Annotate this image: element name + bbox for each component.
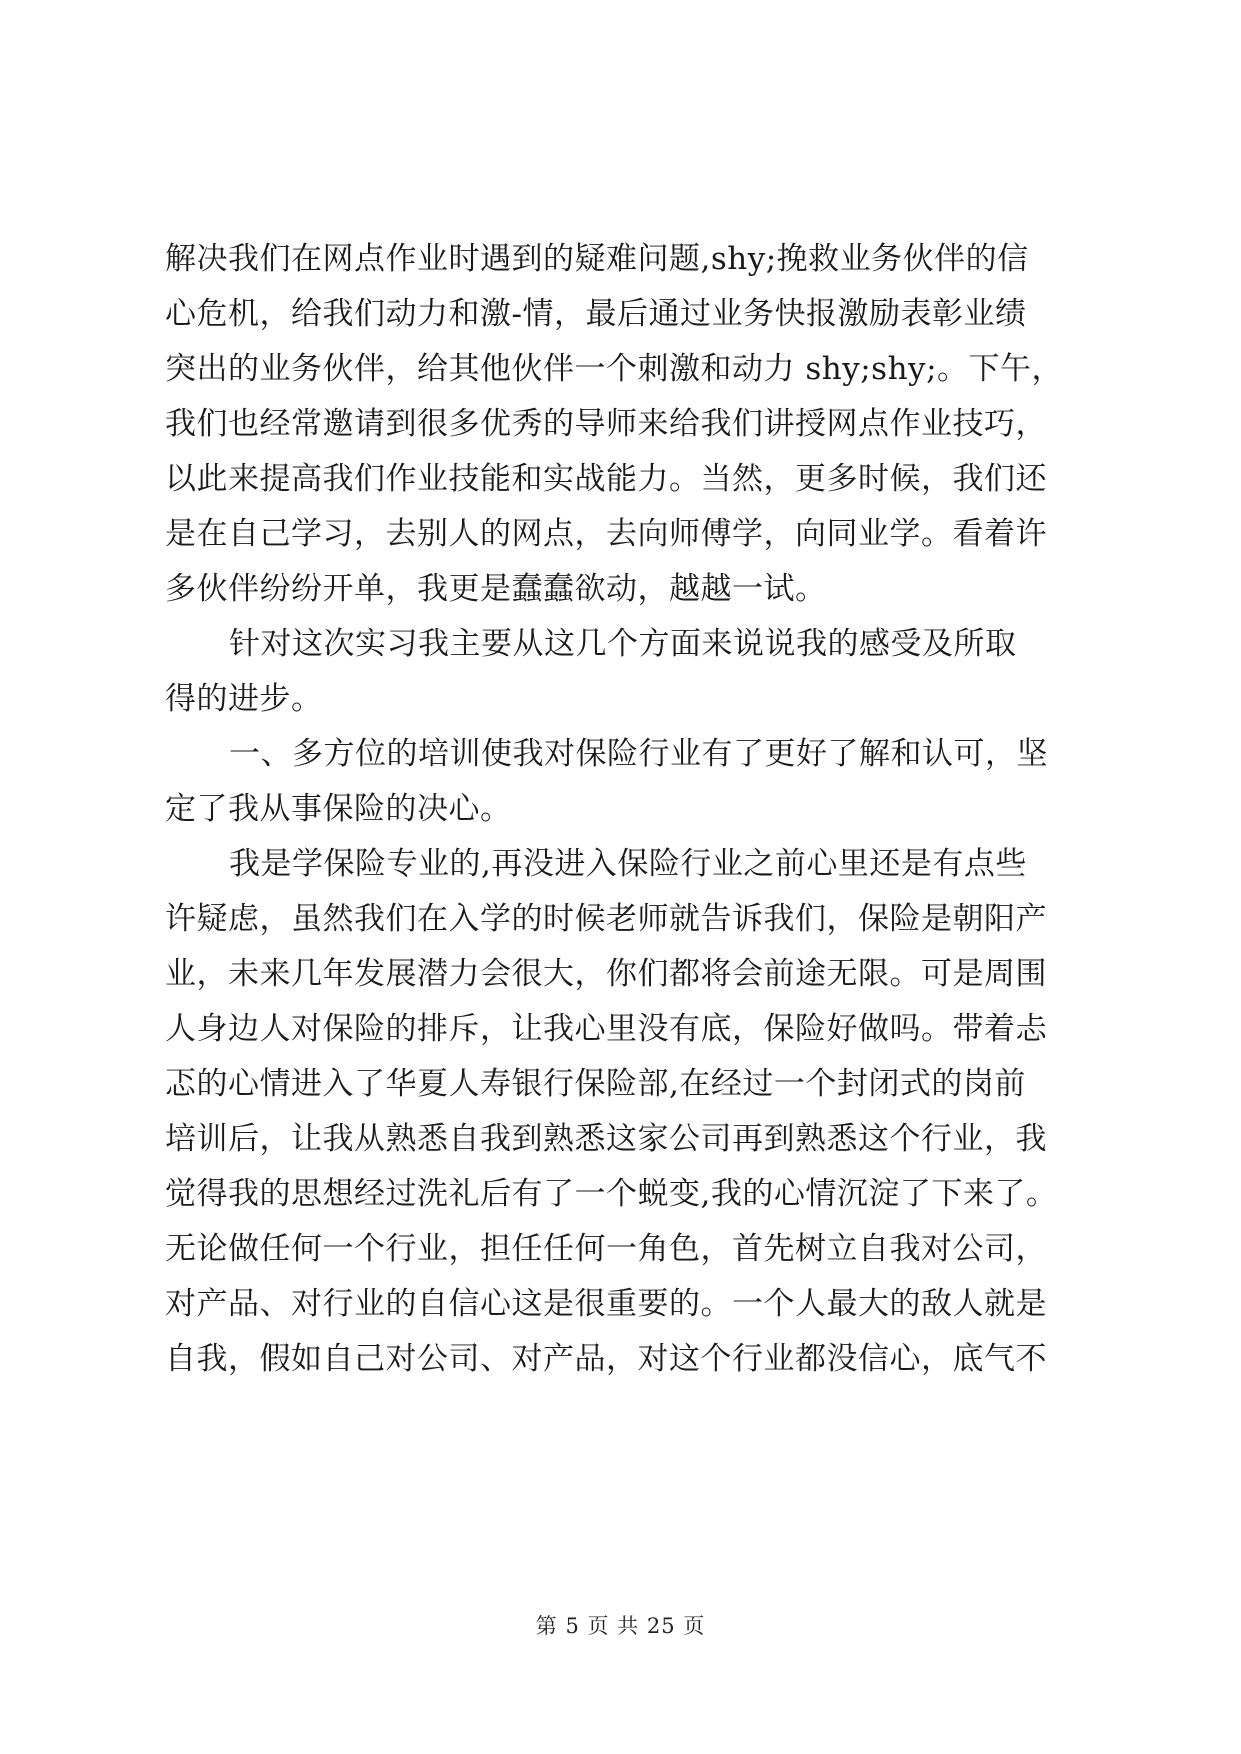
text-line: 忑的心情进入了华夏人寿银行保险部,在经过一个封闭式的岗前 <box>165 1066 1026 1102</box>
text-line: 是在自己学习，去别人的网点，去向师傅学，向同业学。看着许 <box>165 516 1047 552</box>
text-line: 多伙伴纷纷开单，我更是蠢蠢欲动，越越一试。 <box>165 571 827 607</box>
body-text <box>165 232 1075 1387</box>
text-line: 突出的业务伙伴，给其他伙伴一个刺激和动力 shy;shy;。下午， <box>165 351 1064 387</box>
text-line: 心危机，给我们动力和激-情，最后通过业务快报激励表彰业绩 <box>165 296 1027 332</box>
text-line: 得的进步。 <box>165 681 323 717</box>
text-line: 我是学保险专业的,再没进入保险行业之前心里还是有点些 <box>229 846 1027 882</box>
text-line: 无论做任何一个行业，担任任何一角色，首先树立自我对公司， <box>165 1231 1047 1267</box>
text-line: 培训后，让我从熟悉自我到熟悉这家公司再到熟悉这个行业，我 <box>165 1121 1047 1157</box>
text-line: 一、多方位的培训使我对保险行业有了更好了解和认可，坚 <box>229 736 1048 772</box>
text-line: 我们也经常邀请到很多优秀的导师来给我们讲授网点作业技巧， <box>165 406 1047 442</box>
text-line: 以此来提高我们作业技能和实战能力。当然，更多时候，我们还 <box>165 461 1047 497</box>
text-line: 解决我们在网点作业时遇到的疑难问题,shy;挽救业务伙伴的信 <box>165 241 1029 277</box>
text-line: 对产品、对行业的自信心这是很重要的。一个人最大的敌人就是 <box>165 1286 1047 1322</box>
text-line: 自我，假如自己对公司、对产品，对这个行业都没信心，底气不 <box>165 1341 1047 1377</box>
text-line: 人身边人对保险的排斥，让我心里没有底，保险好做吗。带着忐 <box>165 1011 1047 1047</box>
text-line: 业，未来几年发展潜力会很大，你们都将会前途无限。可是周围 <box>165 956 1047 992</box>
text-line: 针对这次实习我主要从这几个方面来说说我的感受及所取 <box>229 626 1017 662</box>
page-number-footer: 第 5 页 共 25 页 <box>535 1614 706 1638</box>
text-line: 许疑虑，虽然我们在入学的时候老师就告诉我们，保险是朝阳产 <box>165 901 1047 937</box>
text-line: 觉得我的思想经过洗礼后有了一个蜕变,我的心情沉淀了下来了。 <box>165 1176 1058 1212</box>
text-line: 定了我从事保险的决心。 <box>165 791 512 827</box>
